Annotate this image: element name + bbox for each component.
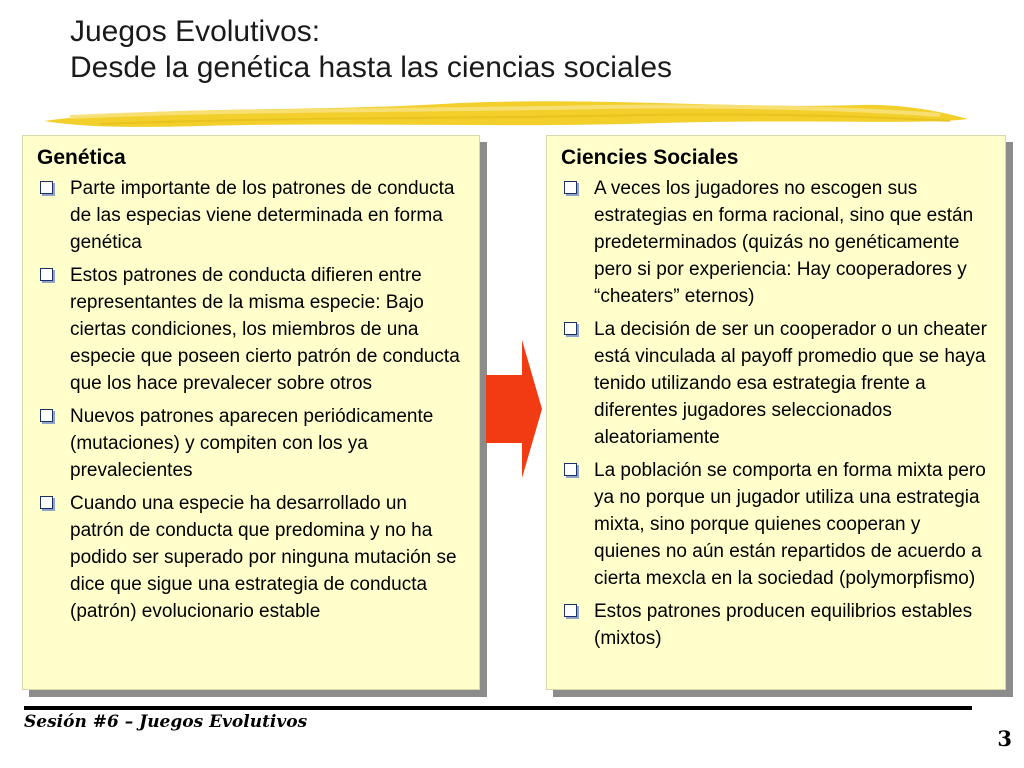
bullet-text: Nuevos patrones aparecen periódicamente (mutaciones) y compiten con los ya prevalecientes [70,406,434,481]
bullet-text: Parte importante de los patrones de conducta de las especias viene determinada en forma genética [70,178,455,253]
checkbox-bullet-icon [40,409,53,422]
footer-session-label: Sesión #6 – Juegos Evolutivos [24,712,308,732]
list-item [561,316,991,451]
social-sciences-panel [546,135,1006,690]
checkbox-bullet-icon [40,496,53,509]
checkbox-bullet-icon [564,181,577,194]
genetics-panel [22,135,480,690]
checkbox-bullet-icon [40,181,53,194]
bullet-text: La decisión de ser un cooperador o un cheater está vinculada al payoff promedio que se haya tenido utilizando esa estrategia frente a diferentes jugadores seleccionados aleatoriamente [594,319,987,448]
bullet-text: La población se comporta en forma mixta pero ya no porque un jugador utiliza una estrategia mixta, sino porque quienes cooperan y quienes no aún están repartidos de acuerdo a cierta mexcla en la sociedad (polymorpfismo) [594,460,986,589]
footer-divider [24,706,972,710]
list-item [561,598,991,652]
bullet-text: Cuando una especie ha desarrollado un patrón de conducta que predomina y no ha podido ser superado por ninguna mutación se dice que sigue una estrategia de conducta (patrón) evolucionario estable [70,493,457,622]
genetics-bullet-list [37,175,465,625]
list-item [561,175,991,310]
list-item [37,403,465,484]
bullet-text: Estos patrones producen equilibrios estables (mixtos) [594,601,973,649]
social-sciences-heading: Ciencies Sociales [561,146,739,169]
right-arrow-icon [486,340,542,478]
list-item [561,457,991,592]
checkbox-bullet-icon [564,604,577,617]
bullet-text: A veces los jugadores no escogen sus estrategias en forma racional, sino que están predeterminados (quizás no genéticamente pero si por experiencia: Hay cooperadores y “cheaters” eternos) [594,178,974,307]
title-line-1: Juegos Evolutivos: [70,15,321,48]
checkbox-bullet-icon [564,322,577,335]
list-item [37,490,465,625]
genetics-heading: Genética [37,146,126,169]
list-item [37,175,465,256]
slide-number: 3 [997,726,1012,751]
checkbox-bullet-icon [564,463,577,476]
slide-title [70,14,970,86]
highlighter-stroke [40,95,972,131]
title-line-2: Desde la genética hasta las ciencias sociales [70,51,673,84]
list-item [37,262,465,397]
checkbox-bullet-icon [40,268,53,281]
social-sciences-bullet-list [561,175,991,652]
bullet-text: Estos patrones de conducta difieren entre representantes de la misma especie: Bajo ciertas condiciones, los miembros de una especie que poseen cierto patrón de conducta que los hace prevalecer sobre otros [70,265,460,394]
